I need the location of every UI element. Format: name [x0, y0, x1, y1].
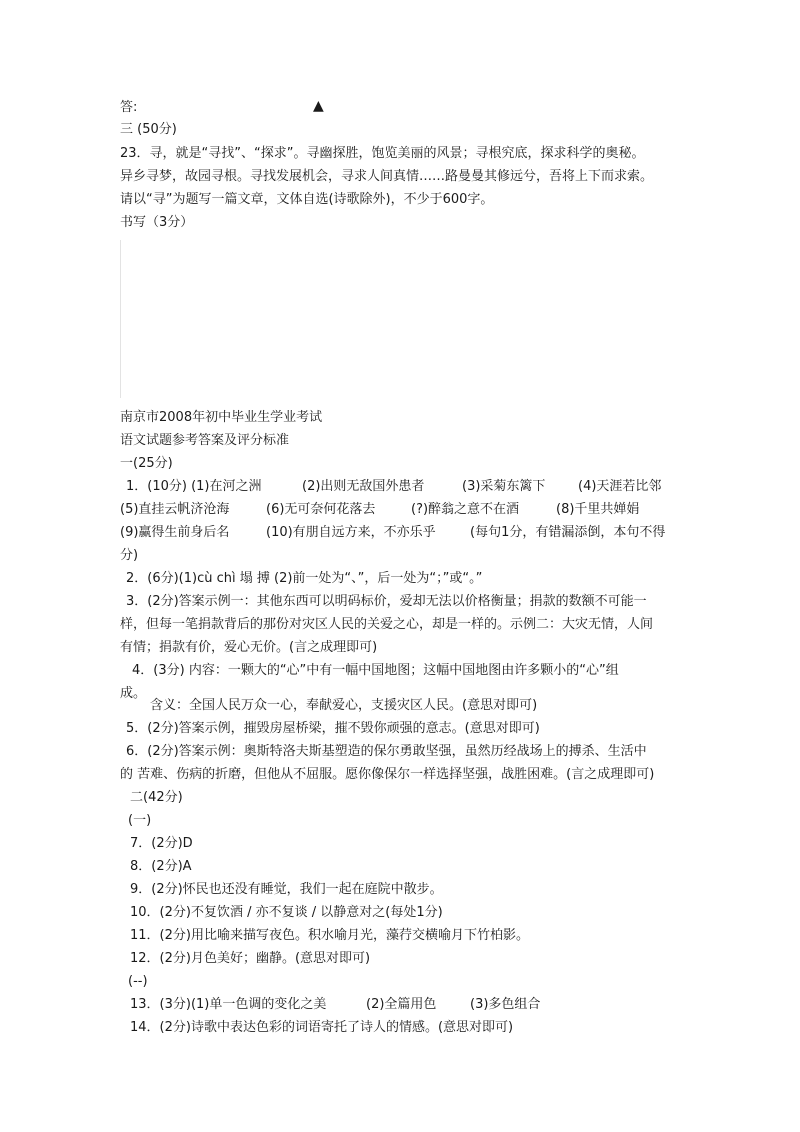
- section-three-heading: 三 (50分): [120, 122, 177, 137]
- q1-line3-a: (9)赢得生前身后名: [120, 525, 230, 540]
- part-one-heading: (一): [128, 813, 152, 828]
- q1-line4: 分): [120, 548, 139, 563]
- q3-line1: 3．(2分)答案示例一：其他东西可以明码标价，爱却无法以价格衡量；捐款的数额不可能一: [126, 594, 647, 609]
- q8-answer: 8．(2分)A: [130, 859, 192, 874]
- q1-line1-b: (2)出则无敌国外患者: [302, 479, 425, 494]
- q12-answer: 12．(2分)月色美好；幽静。(意思对即可): [130, 951, 371, 966]
- q4-line1: 4．(3分) 内容：一颗大的“心”中有一幅中国地图；这幅中国地图由许多颗小的“心”组: [132, 663, 619, 678]
- q1-line2-c: (?)醉翁之意不在酒: [411, 502, 520, 517]
- q1-line2-d: (8)千里共婵娟: [556, 502, 640, 517]
- q13-answer-c: (3)多色组合: [470, 997, 541, 1012]
- answer-key-title: 南京市2008年初中毕业生学业考试: [120, 410, 323, 425]
- section-two-heading: 二(42分): [130, 790, 183, 805]
- q3-line2: 样，但每一笔捐款背后的那份对灾区人民的关爱之心，却是一样的。示例二：大灾无情，人间: [120, 617, 654, 632]
- q6-line2: 的 苦难、伤病的折磨，但他从不屈服。愿你像保尔一样选择坚强，战胜困难。(言之成理即可): [120, 767, 655, 782]
- writing-score: 书写（3分）: [120, 215, 194, 230]
- q4-line3: 含义：全国人民万众一心，奉献爱心，支援灾区人民。(意思对即可): [150, 698, 538, 713]
- q23-text-line2: 异乡寻梦，故园寻根。寻找发展机会，寻求人间真情……路曼曼其修远兮，吾将上下而求索。: [120, 169, 654, 184]
- q1-line2-b: (6)无可奈何花落去: [266, 502, 376, 517]
- blank-divider: [120, 240, 121, 398]
- q3-line3: 有情；捐款有价，爱心无价。(言之成理即可): [120, 640, 378, 655]
- q23-text-line3: 请以“寻”为题写一篇文章，文体自选(诗歌除外)，不少于600字。: [120, 192, 494, 207]
- part-two-heading: (--): [128, 974, 148, 989]
- q1-line1-a: 1．(10分) (1)在河之洲: [126, 479, 262, 494]
- q6-line1: 6．(2分)答案示例：奥斯特洛夫斯基塑造的保尔勇敢坚强，虽然历经战场上的搏杀、生活中: [126, 744, 647, 759]
- triangle-marker-icon: ▲: [313, 98, 324, 114]
- section-one-heading: 一(25分): [120, 456, 173, 471]
- q10-answer: 10．(2分)不复饮酒 / 亦不复谈 / 以静意对之(每处1分): [130, 905, 443, 920]
- q4-line2: 成。: [120, 686, 147, 701]
- q1-line1-c: (3)采菊东篱下: [462, 479, 546, 494]
- q1-line1-d: (4)天涯若比邻: [578, 479, 662, 494]
- q11-answer: 11．(2分)用比喻来描写夜色。积水喻月光，藻荇交横喻月下竹柏影。: [130, 928, 529, 943]
- q1-line3-c: (每句1分，有错漏添倒，本句不得: [470, 525, 666, 540]
- q9-answer: 9．(2分)怀民也还没有睡觉，我们一起在庭院中散步。: [130, 882, 443, 897]
- q7-answer: 7．(2分)D: [130, 836, 193, 851]
- q13-answer-b: (2)全篇用色: [366, 997, 437, 1012]
- q23-text-line1: 23．寻，就是“寻找”、“探求”。寻幽探胜，饱览美丽的风景；寻根究底，探求科学的奥秘。: [120, 146, 645, 161]
- answer-label: 答:: [120, 100, 138, 115]
- q5-answer: 5．(2分)答案示例，摧毁房屋桥梁，摧不毁你顽强的意志。(意思对即可): [126, 721, 540, 736]
- q13-answer-a: 13．(3分)(1)单一色调的变化之美: [130, 997, 327, 1012]
- q1-line2-a: (5)直挂云帆济沧海: [120, 502, 230, 517]
- answer-key-subtitle: 语文试题参考答案及评分标准: [120, 433, 290, 448]
- q1-line3-b: (10)有朋自远方来，不亦乐乎: [266, 525, 436, 540]
- q2-answer: 2．(6分)(1)cù chì 塌 搏 (2)前一处为“、”，后一处为“；”或“。”: [126, 571, 483, 586]
- q14-answer: 14．(2分)诗歌中表达色彩的词语寄托了诗人的情感。(意思对即可): [130, 1020, 514, 1035]
